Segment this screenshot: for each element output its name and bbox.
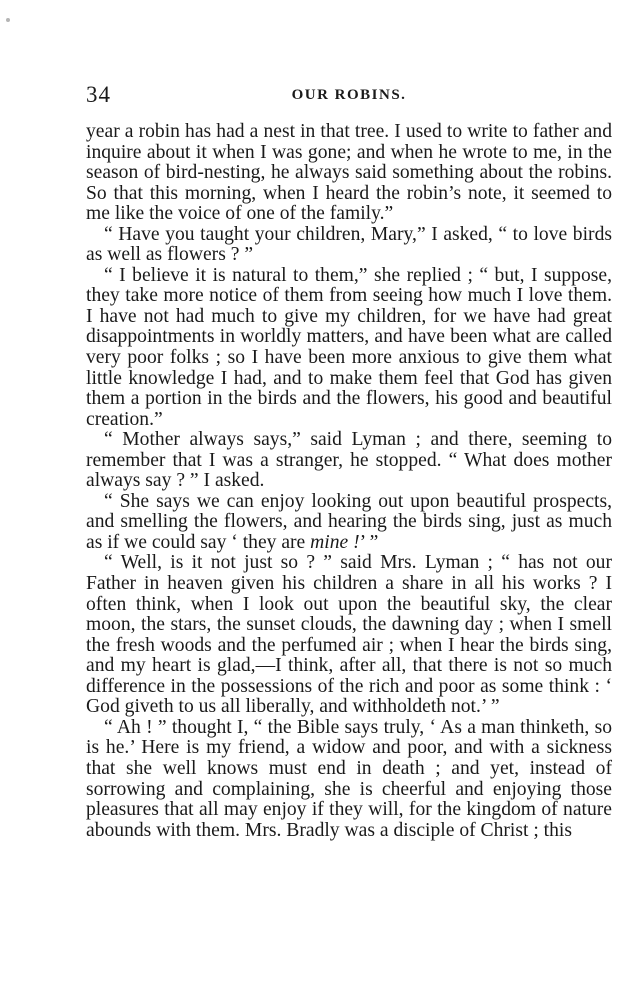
emphasis-text: mine ! (310, 531, 360, 553)
paragraph-text: “ I believe it is natural to them,” she replied ; “ but, I suppose, they take more notice of them from seeing how much I love them. I have not had much to give my children, for we have had great disappointments in worldly matters, and have been what are called very poor folks ; so I have been more anxious to give them what little knowledge I had, and to make them feel that God has given them a portion in the birds and the flowers, his good and beautiful creation.” (86, 264, 612, 430)
paragraph-text: “ Mother always says,” said Lyman ; and there, seeming to remember that I was a stranger, he stopped. “ What does mother always say ? ” I asked. (86, 429, 612, 492)
running-title: OUR ROBINS. (291, 87, 407, 103)
paragraph-3 (86, 266, 612, 430)
paragraph-text: “ Have you taught your children, Mary,” I asked, “ to love birds as well as flowers ? ” (86, 223, 612, 266)
paragraph-text: year a robin has had a nest in that tree. I used to write to father and inquire about it when I was gone; and when he wrote to me, in the season of bird-nesting, he always said something about the robins. So that this morning, when I heard the robin’s note, it seemed to me like the voice of one of the family.” (86, 121, 612, 225)
paragraph-text: “ She says we can enjoy looking out upon beautiful prospects, and smelling the flowers, and hearing the birds sing, just as much as if we could say ‘ they are (86, 490, 612, 553)
page-number: 34 (86, 82, 111, 107)
paragraph-1 (86, 122, 612, 225)
paragraph-text-end: ’ ” (359, 531, 379, 553)
page-header (86, 82, 612, 112)
paragraph-2 (86, 225, 612, 266)
paragraph-text: “ Well, is it not just so ? ” said Mrs. Lyman ; “ has not our Father in heaven given his children a share in all his works ? I often think, when I look out upon the beautiful sky, the clear moon, the stars, the sunset clouds, the dawning day ; when I smell the fresh woods and the perfumed air ; when I hear the birds sing, and my heart is glad,—I think, after all, that there is not so much difference in the possessions of the rich and poor as some think : ‘ God giveth to us all liberally, and withholdeth not.’ ” (86, 552, 612, 718)
paragraph-text: “ Ah ! ” thought I, “ the Bible says truly, ‘ As a man thinketh, so is he.’ Here is my friend, a widow and poor, and with a sickness that she well knows must end in death ; and yet, instead of sorrowing and complaining, she is cheerful and enjoying those pleasures that all may enjoy if they will, for the kingdom of nature abounds with them. Mrs. Bradly was a disciple of Christ ; this (86, 716, 612, 841)
paragraph-6 (86, 553, 612, 717)
body-text (86, 122, 612, 841)
paper-speck (6, 18, 10, 22)
paragraph-5 (86, 492, 612, 554)
paragraph-7 (86, 718, 612, 841)
paragraph-4 (86, 430, 612, 492)
